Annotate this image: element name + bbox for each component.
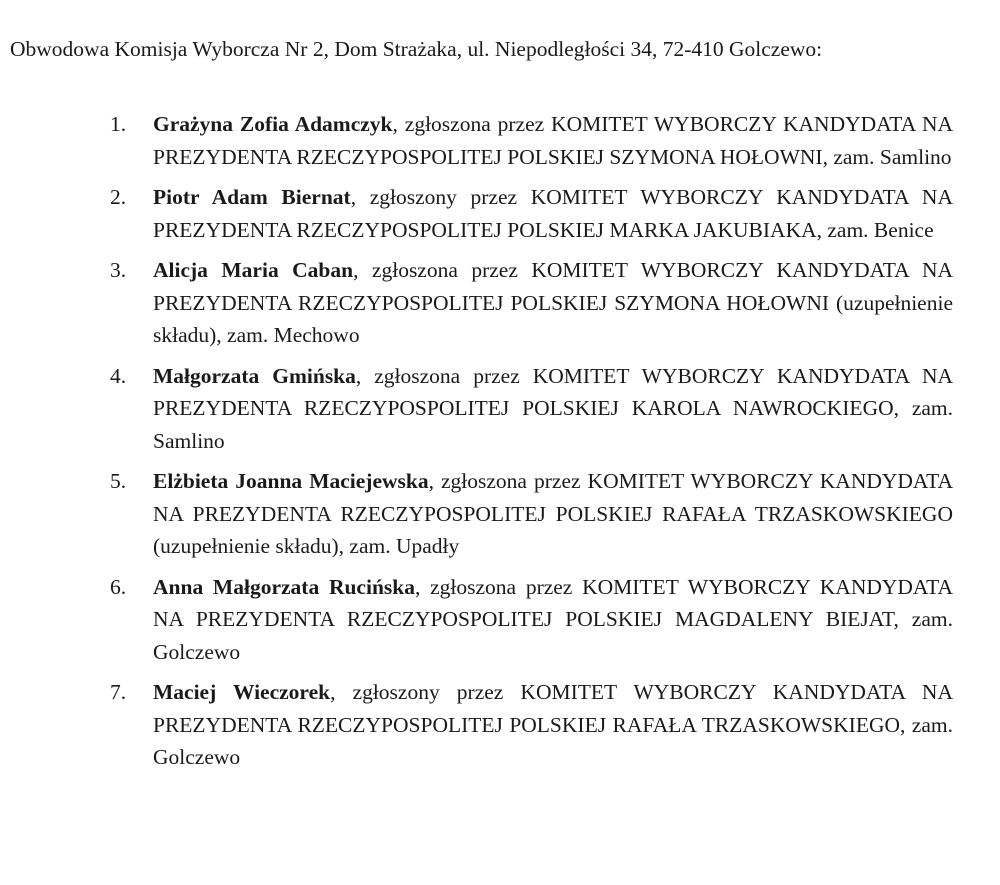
list-item (0, 676, 953, 774)
item-number: 7. (110, 680, 127, 704)
list-item (0, 181, 953, 246)
list-item (0, 465, 953, 563)
member-details: , zgłoszona przez KOMITET WYBORCZY KANDYDATA NA PREZYDENTA RZECZYPOSPOLITEJ POLSKIEJ RAFAŁA TRZASKOWSKIEGO (uzupełnienie składu), zam. Upadły (153, 469, 954, 558)
member-name: Alicja Maria Caban (153, 258, 354, 282)
commission-heading: Obwodowa Komisja Wyborcza Nr 2, Dom Strażaka, ul. Niepodległości 34, 72-410 Golczewo: (10, 37, 823, 61)
member-name: Elżbieta Joanna Maciejewska (153, 469, 429, 493)
list-item (0, 360, 953, 458)
member-details: , zgłoszony przez KOMITET WYBORCZY KANDYDATA NA PREZYDENTA RZECZYPOSPOLITEJ POLSKIEJ RAFAŁA TRZASKOWSKIEGO, zam. Golczewo (153, 680, 953, 769)
item-number: 1. (110, 112, 127, 136)
list-item (0, 571, 953, 669)
item-number: 5. (110, 469, 127, 493)
member-list (0, 108, 1000, 782)
item-number: 2. (110, 185, 127, 209)
item-number: 4. (110, 363, 127, 388)
member-name: Anna Małgorzata Rucińska (153, 574, 415, 599)
list-item (0, 108, 953, 173)
member-details: , zgłoszona przez KOMITET WYBORCZY KANDYDATA NA PREZYDENTA RZECZYPOSPOLITEJ POLSKIEJ SZYMONA HOŁOWNI (uzupełnienie składu), zam. Mechowo (153, 258, 953, 347)
member-details: , zgłoszona przez KOMITET WYBORCZY KANDYDATA NA PREZYDENTA RZECZYPOSPOLITEJ POLSKIEJ MAGDALENY BIEJAT, zam. Golczewo (153, 574, 954, 664)
list-item (0, 254, 953, 352)
member-name: Małgorzata Gmińska (153, 363, 356, 388)
member-name: Piotr Adam Biernat (153, 185, 351, 209)
member-name: Maciej Wieczorek (153, 680, 331, 704)
member-details: , zgłoszony przez KOMITET WYBORCZY KANDYDATA NA PREZYDENTA RZECZYPOSPOLITEJ POLSKIEJ MARKA JAKUBIAKA, zam. Benice (153, 185, 953, 242)
member-details: , zgłoszona przez KOMITET WYBORCZY KANDYDATA NA PREZYDENTA RZECZYPOSPOLITEJ POLSKIEJ SZYMONA HOŁOWNI, zam. Samlino (153, 112, 953, 169)
member-details: , zgłoszona przez KOMITET WYBORCZY KANDYDATA NA PREZYDENTA RZECZYPOSPOLITEJ POLSKIEJ KAROLA NAWROCKIEGO, zam. Samlino (153, 363, 953, 453)
member-name: Grażyna Zofia Adamczyk (153, 112, 393, 136)
item-number: 6. (110, 574, 127, 599)
item-number: 3. (110, 258, 127, 282)
